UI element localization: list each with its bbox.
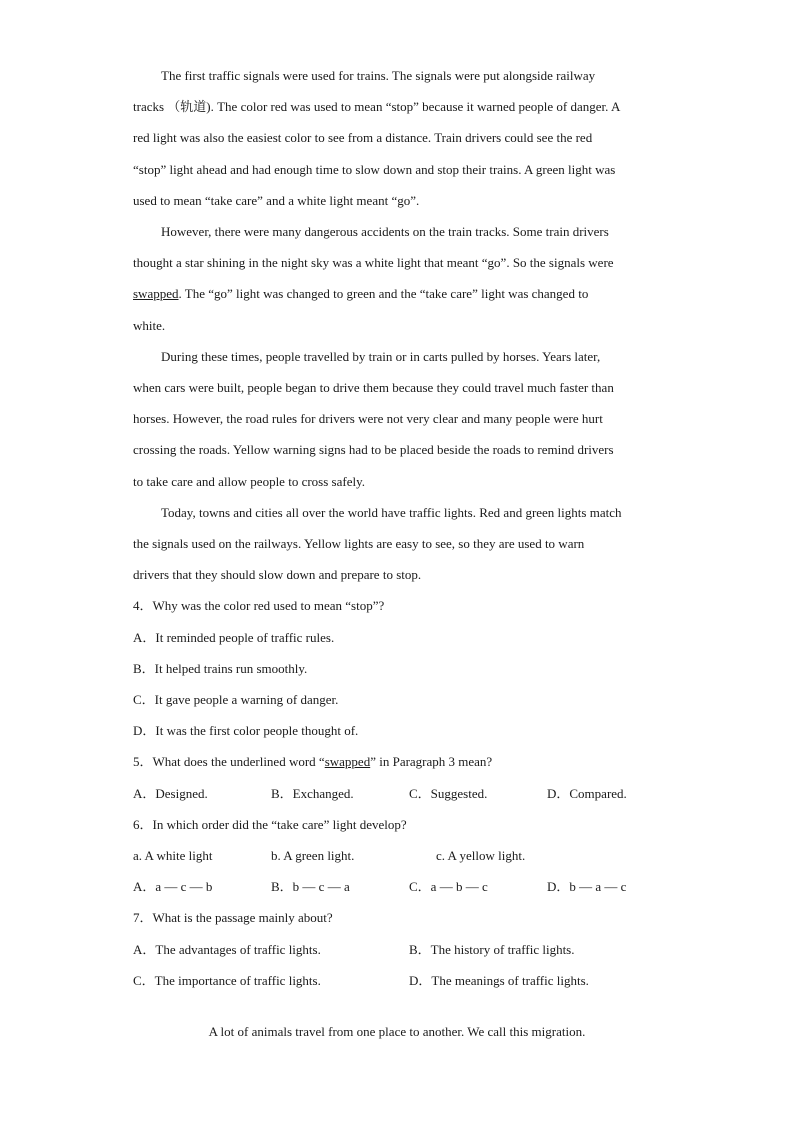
underlined-word: swapped	[324, 754, 371, 770]
question-stem: 6．In which order did the “take care” light develop?	[133, 816, 407, 832]
option-b[interactable]: B．b — c — a	[271, 879, 350, 895]
paragraph-line: used to mean “take care” and a white light meant “go”.	[133, 192, 420, 208]
option-c[interactable]: C．It gave people a warning of danger.	[133, 692, 339, 708]
paragraph-line: During these times, people travelled by train or in carts pulled by horses. Years later,	[161, 348, 601, 364]
option-b[interactable]: B．The history of traffic lights.	[409, 941, 575, 957]
option-d[interactable]: D．b — a — c	[547, 879, 627, 895]
stem-text: ” in Paragraph 3 mean?	[370, 754, 493, 770]
option-d[interactable]: D．Compared.	[547, 785, 627, 801]
options-row	[133, 778, 661, 809]
paragraph-line: to take care and allow people to cross safely.	[133, 473, 365, 489]
question-4	[133, 590, 661, 746]
passage-block	[133, 60, 661, 996]
option-a[interactable]: A．The advantages of traffic lights.	[133, 941, 321, 957]
option-d[interactable]: D．It was the first color people thought of.	[133, 723, 359, 739]
paragraph-line: red light was also the easiest color to see from a distance. Train drivers could see the red	[133, 130, 593, 146]
item-b: b. A green light.	[271, 848, 355, 864]
next-passage-intro: A lot of animals travel from one place to another. We call this migration.	[208, 1024, 586, 1039]
paragraph-line: crossing the roads. Yellow warning signs had to be placed beside the roads to remind drivers	[133, 442, 614, 458]
paragraph-4	[133, 497, 661, 591]
question-6	[133, 809, 661, 903]
underlined-word: swapped	[133, 286, 179, 302]
paragraph-line: “stop” light ahead and had enough time to slow down and stop their trains. A green light was	[133, 161, 616, 177]
paragraph-3	[133, 341, 661, 497]
items-row	[133, 840, 661, 871]
option-b[interactable]: B．It helped trains run smoothly.	[133, 660, 308, 676]
paragraph-line: The first traffic signals were used for trains. The signals were put alongside railway	[161, 68, 596, 83]
option-c[interactable]: C．The importance of traffic lights.	[133, 972, 321, 988]
option-d[interactable]: D．The meanings of traffic lights.	[409, 972, 589, 988]
options-row	[133, 934, 661, 965]
question-5	[133, 746, 661, 808]
paragraph-line: drivers that they should slow down and prepare to stop.	[133, 567, 422, 583]
options-row	[133, 871, 661, 902]
paragraph-line: Today, towns and cities all over the world have traffic lights. Red and green lights match	[161, 504, 622, 520]
question-7	[133, 902, 661, 996]
option-c[interactable]: C．Suggested.	[409, 785, 488, 801]
paragraph-line: when cars were built, people began to drive them because they could travel much faster than	[133, 380, 614, 396]
paragraph-line: white.	[133, 317, 166, 333]
paragraph-line: the signals used on the railways. Yellow lights are easy to see, so they are used to warn	[133, 536, 585, 552]
question-stem	[133, 746, 661, 777]
paragraph-line: tracks （轨道). The color red was used to mean “stop” because it warned people of danger. A	[133, 99, 621, 115]
paragraph-text: . The “go” light was changed to green and the “take care” light was changed to	[178, 286, 589, 302]
paragraph-line: thought a star shining in the night sky was a white light that meant “go”. So the signals were	[133, 255, 614, 271]
paragraph-2	[133, 216, 661, 341]
stem-text: 5．What does the underlined word “	[133, 754, 325, 770]
option-a[interactable]: A．It reminded people of traffic rules.	[133, 629, 335, 645]
paragraph-line: However, there were many dangerous accidents on the train tracks. Some train drivers	[161, 224, 609, 240]
option-a[interactable]: A．Designed.	[133, 785, 208, 801]
item-a: a. A white light	[133, 848, 213, 864]
question-stem: 4．Why was the color red used to mean “stop”?	[133, 598, 385, 614]
options-row	[133, 965, 661, 996]
paragraph-line	[133, 278, 661, 309]
option-c[interactable]: C．a — b — c	[409, 879, 488, 895]
option-b[interactable]: B．Exchanged.	[271, 785, 354, 801]
item-c: c. A yellow light.	[436, 848, 526, 864]
paragraph-1	[133, 60, 661, 216]
paragraph-line: horses. However, the road rules for drivers were not very clear and many people were hurt	[133, 411, 603, 427]
question-stem: 7．What is the passage mainly about?	[133, 910, 333, 926]
option-a[interactable]: A．a — c — b	[133, 879, 213, 895]
